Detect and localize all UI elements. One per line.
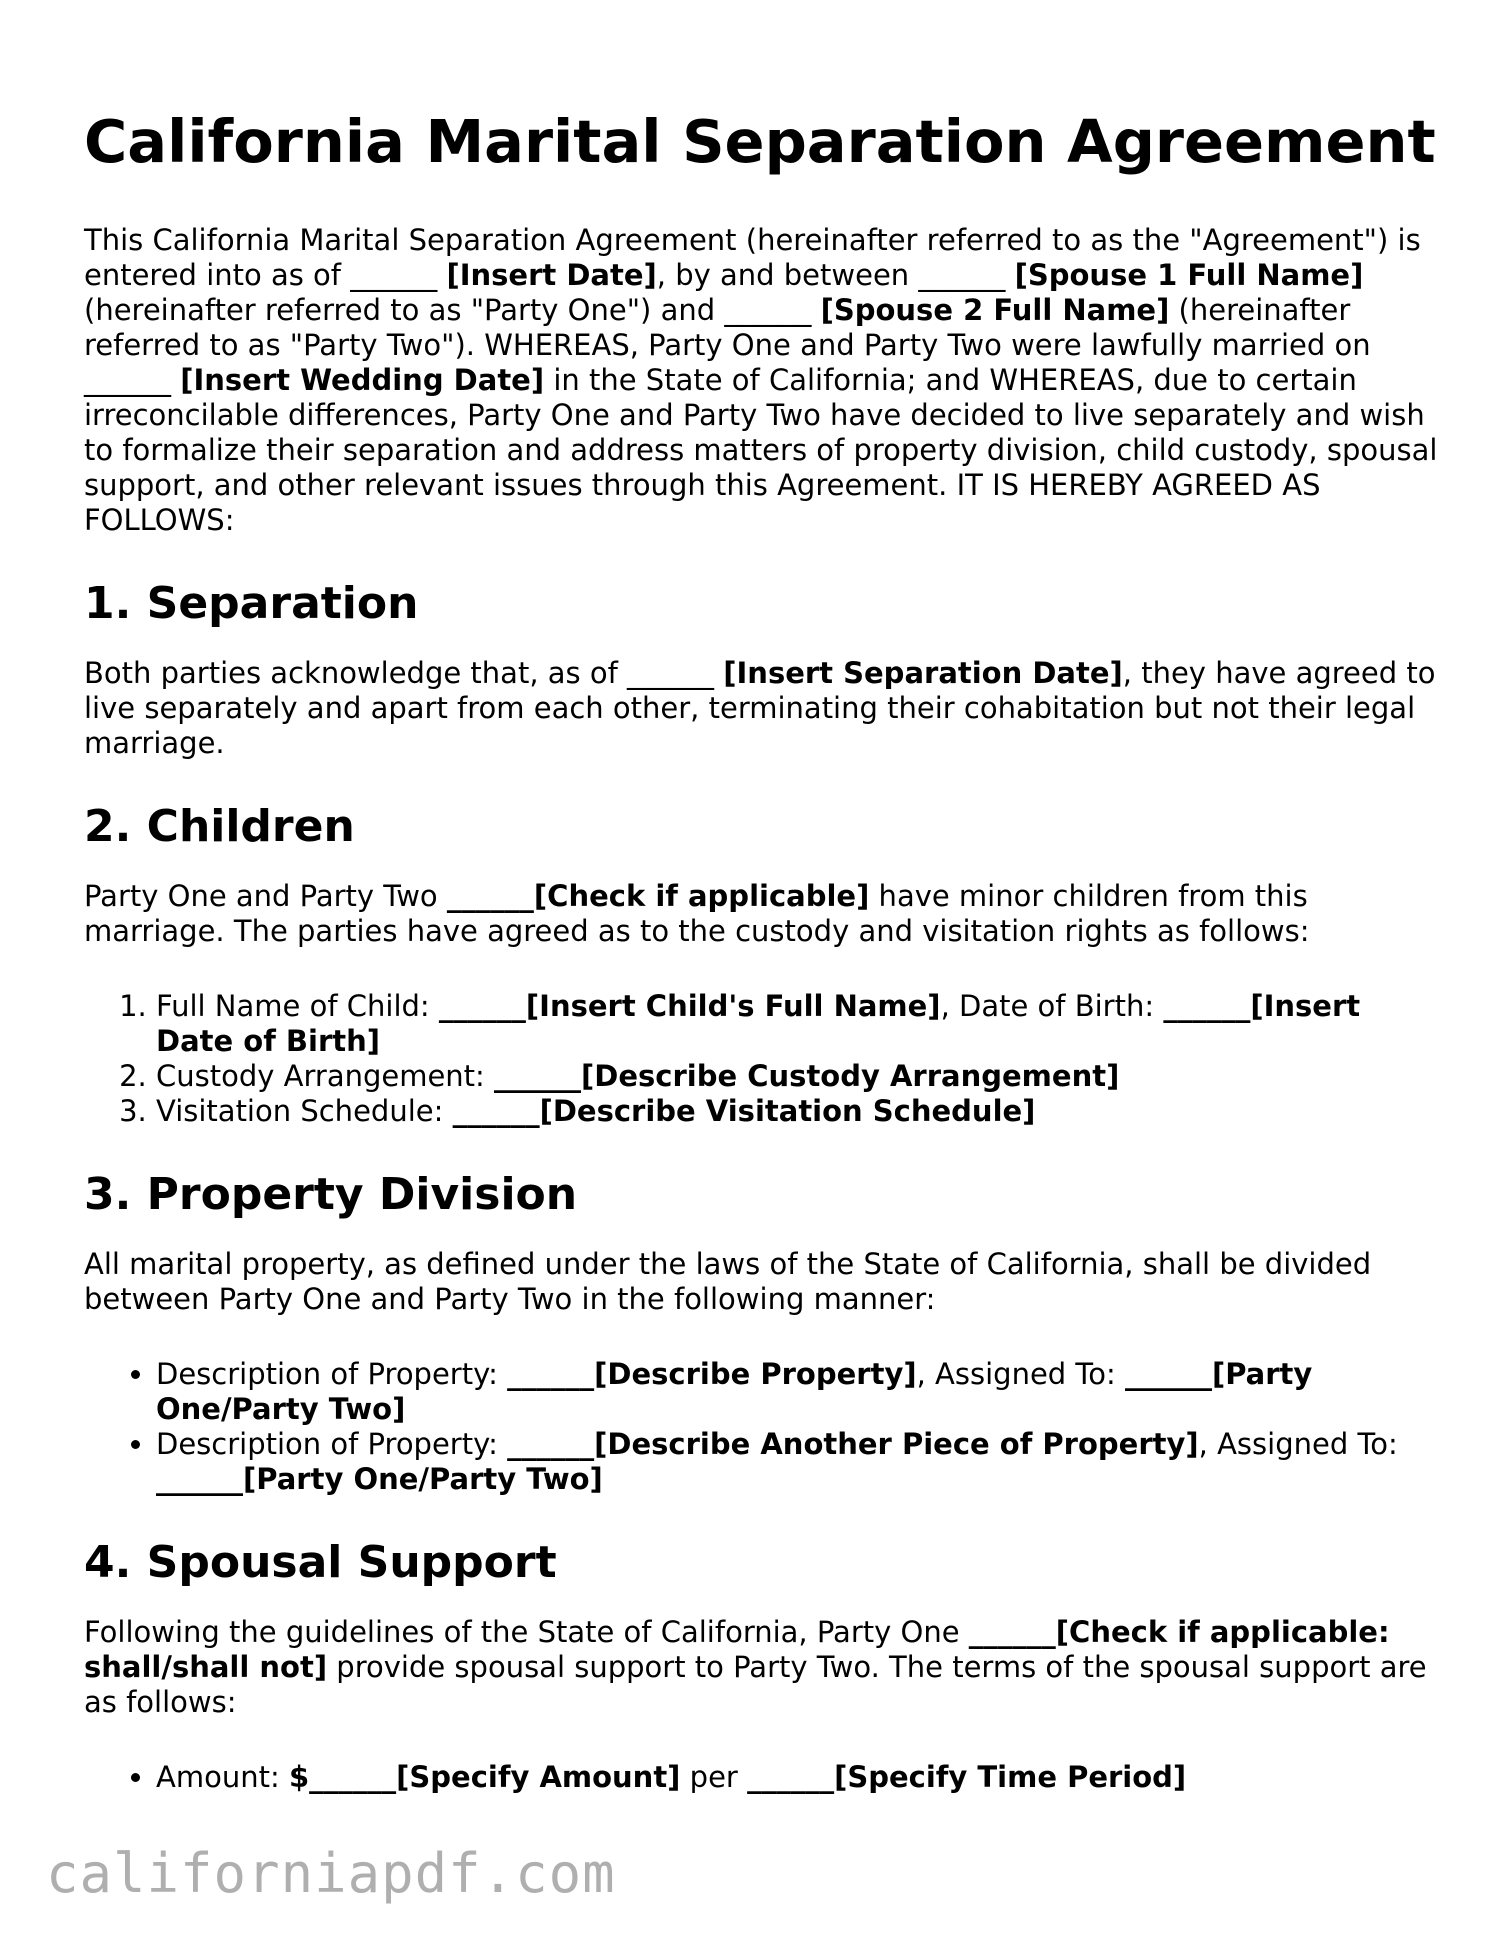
list-item-text: , Assigned To:: [916, 1357, 1125, 1391]
document-title: California Marital Separation Agreement: [84, 107, 1436, 176]
placeholder-check-applicable: ______[Check if applicable]: [446, 879, 870, 913]
list-item: [156, 1427, 1446, 1497]
intro-text: in the State of California; and WHEREAS, due to certain irreconcilable differences, Party One and Party Two have decided to live separately and wish to formalize their separation and address matters of property division, child custody, spousal support, and other relevant issues through this Agreement. IT IS HEREBY AGREED AS FOLLOWS:: [84, 363, 1438, 537]
children-list: [84, 989, 1446, 1129]
section-heading-spousal-support: 4. Spousal Support: [84, 1537, 557, 1588]
placeholder-spouse-2: [Spouse 2 Full Name]: [820, 293, 1170, 327]
spousal-support-list: [84, 1760, 1446, 1795]
spousal-text: Following the guidelines of the State of California, Party One: [84, 1615, 969, 1649]
intro-text: (hereinafter referred to as "Party Two"). WHEREAS, Party One and Party Two were lawfully married on ______: [84, 293, 1371, 397]
list-item-text: per: [680, 1760, 748, 1794]
intro-text: This California Marital Separation Agreement (hereinafter referred to as the "Agreement") is entered into as of ______: [84, 223, 1421, 292]
section-heading-separation: 1. Separation: [84, 578, 419, 629]
placeholder-child-dob: ______[Insert Date of Birth]: [156, 989, 1361, 1058]
children-text: Party One and Party Two: [84, 879, 447, 913]
spousal-text: provide spousal support to Party Two. The terms of the spousal support are as follows:: [84, 1650, 1427, 1719]
spousal-support-paragraph: [84, 1615, 1446, 1720]
placeholder-property: ______[Describe Property]: [507, 1357, 917, 1391]
placeholder-assigned-to: ______[Party One/Party Two]: [156, 1462, 603, 1496]
list-item: [156, 1760, 1446, 1795]
watermark: californiapdf.com: [46, 1842, 616, 1905]
section-heading-children: 2. Children: [84, 801, 355, 852]
placeholder-separation-date: [Insert Separation Date]: [723, 656, 1123, 690]
placeholder-visitation: ______[Describe Visitation Schedule]: [452, 1094, 1036, 1128]
document-page: [84, 106, 1446, 1835]
list-item-text: Full Name of Child:: [156, 989, 439, 1023]
placeholder-insert-date: [Insert Date]: [446, 258, 657, 292]
placeholder-property-2: ______[Describe Another Piece of Property]: [507, 1427, 1199, 1461]
placeholder-custody: ______[Describe Custody Arrangement]: [494, 1059, 1120, 1093]
placeholder-assigned-to: ______[Party One/Party Two]: [156, 1357, 1313, 1426]
intro-text: (hereinafter referred to as "Party One") and ______: [84, 293, 821, 327]
list-item: [156, 989, 1446, 1059]
list-item-text: , Date of Birth:: [940, 989, 1164, 1023]
placeholder-spouse-1: [Spouse 1 Full Name]: [1014, 258, 1364, 292]
section-heading-property: 3. Property Division: [84, 1169, 578, 1220]
placeholder-wedding-date: [Insert Wedding Date]: [180, 363, 545, 397]
placeholder-shall: ______[Check if applicable: shall/shall not]: [84, 1615, 1390, 1684]
children-paragraph: [84, 879, 1446, 949]
separation-text: Both parties acknowledge that, as of ______: [84, 656, 724, 690]
list-item-text: , Assigned To:: [1198, 1427, 1398, 1461]
list-item-text: Custody Arrangement:: [156, 1059, 495, 1093]
list-item: [156, 1357, 1446, 1427]
separation-text: , they have agreed to live separately and apart from each other, terminating their cohabitation but not their legal marriage.: [84, 656, 1436, 760]
list-item-text: Amount:: [156, 1760, 289, 1794]
intro-text: , by and between ______: [656, 258, 1015, 292]
list-item-text: Description of Property:: [156, 1357, 508, 1391]
list-item: [156, 1094, 1446, 1129]
list-item-text: Description of Property:: [156, 1427, 508, 1461]
property-paragraph: All marital property, as defined under the laws of the State of California, shall be divided between Party One and Party Two in the following manner:: [84, 1247, 1372, 1316]
children-text: have minor children from this marriage. The parties have agreed as to the custody and visitation rights as follows:: [84, 879, 1310, 948]
separation-paragraph: [84, 656, 1446, 761]
property-list: [84, 1357, 1446, 1497]
intro-paragraph: [84, 223, 1446, 538]
list-item-text: Visitation Schedule:: [156, 1094, 453, 1128]
placeholder-amount: $______[Specify Amount]: [288, 1760, 681, 1794]
list-item: [156, 1059, 1446, 1094]
placeholder-child-name: ______[Insert Child's Full Name]: [438, 989, 941, 1023]
placeholder-time-period: ______[Specify Time Period]: [747, 1760, 1187, 1794]
